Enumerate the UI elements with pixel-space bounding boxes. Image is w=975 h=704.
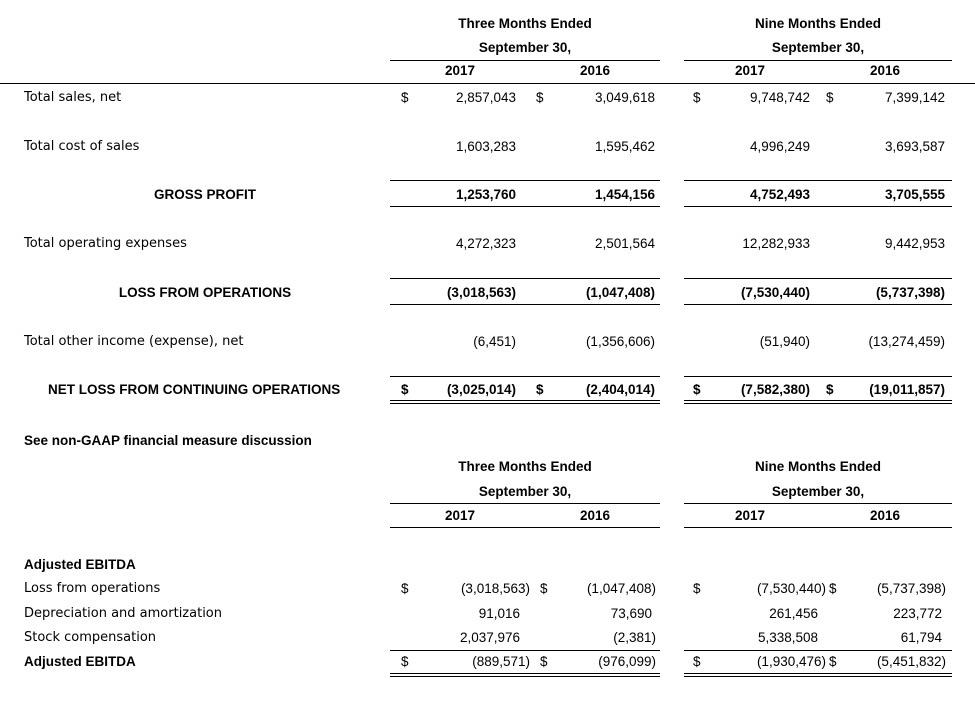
- header-underline: [684, 503, 952, 504]
- subtotal-rule: [390, 650, 660, 651]
- cell-value: 1,603,283: [455, 139, 516, 154]
- dollar-sign: $: [540, 654, 548, 669]
- year-header: 2016: [869, 63, 901, 78]
- dollar-sign: $: [693, 90, 701, 105]
- dollar-sign: $: [536, 90, 544, 105]
- dollar-sign: $: [693, 382, 701, 397]
- subtotal-rule: [390, 376, 660, 377]
- total-double-rule: [390, 673, 660, 677]
- cell-value: 2,037,976: [459, 630, 520, 645]
- cell-value: (1,930,476): [756, 654, 826, 669]
- cell-value: 1,595,462: [594, 139, 655, 154]
- subtotal-rule: [390, 278, 660, 279]
- cell-value: (3,018,563): [446, 285, 516, 300]
- cell-value: (7,530,440): [740, 285, 810, 300]
- cell-value: 12,282,933: [742, 236, 810, 251]
- cell-value: (976,099): [598, 654, 656, 669]
- cell-value: (3,025,014): [446, 382, 516, 397]
- header-nine-line2: September 30,: [771, 484, 865, 499]
- dollar-sign: $: [536, 382, 544, 397]
- cell-value: (7,582,380): [740, 382, 810, 397]
- row-label: NET LOSS FROM CONTINUING OPERATIONS: [48, 382, 341, 397]
- dollar-sign: $: [401, 581, 409, 596]
- row-label: Loss from operations: [24, 581, 161, 596]
- dollar-sign: $: [540, 581, 548, 596]
- cell-value: (889,571): [472, 654, 530, 669]
- header-nine-line1: Nine Months Ended: [755, 459, 881, 474]
- dollar-sign: $: [401, 90, 409, 105]
- dollar-sign: $: [829, 581, 837, 596]
- cell-value: 5,338,508: [757, 630, 818, 645]
- cell-value: (5,451,832): [876, 654, 946, 669]
- cell-value: 2,501,564: [594, 236, 655, 251]
- cell-value: 3,693,587: [884, 139, 945, 154]
- row-label: GROSS PROFIT: [153, 187, 256, 202]
- cell-value: 1,253,760: [455, 187, 516, 202]
- cell-value: (19,011,857): [869, 382, 945, 397]
- cell-value: 3,049,618: [594, 90, 655, 105]
- subtotal-rule: [684, 376, 952, 377]
- cell-value: 4,752,493: [749, 187, 810, 202]
- cell-value: 261,456: [769, 606, 818, 621]
- non-gaap-note: See non-GAAP financial measure discussion: [24, 433, 312, 448]
- cell-value: 7,399,142: [884, 90, 945, 105]
- header-underline: [684, 527, 952, 528]
- row-label: Adjusted EBITDA: [24, 654, 136, 669]
- row-label: Total sales, net: [24, 90, 122, 105]
- subtotal-rule: [390, 206, 660, 207]
- total-double-rule: [390, 400, 660, 404]
- cell-value: 2,857,043: [455, 90, 516, 105]
- dollar-sign: $: [826, 90, 834, 105]
- year-header: 2016: [869, 508, 901, 523]
- subtotal-rule: [684, 278, 952, 279]
- year-header: 2017: [444, 63, 476, 78]
- year-header: 2017: [734, 63, 766, 78]
- cell-value: 223,772: [893, 606, 942, 621]
- cell-value: 1,454,156: [594, 187, 655, 202]
- header-three-line1: Three Months Ended: [458, 459, 592, 474]
- dollar-sign: $: [693, 581, 701, 596]
- section-heading: Adjusted EBITDA: [24, 557, 136, 572]
- header-underline: [390, 60, 660, 61]
- subtotal-rule: [684, 650, 952, 651]
- dollar-sign: $: [826, 382, 834, 397]
- header-underline: [684, 60, 952, 61]
- dollar-sign: $: [829, 654, 837, 669]
- year-header: 2016: [579, 63, 611, 78]
- header-nine-line1: Nine Months Ended: [755, 16, 881, 31]
- dollar-sign: $: [693, 654, 701, 669]
- cell-value: (2,404,014): [585, 382, 655, 397]
- header-three-line2: September 30,: [478, 484, 572, 499]
- cell-value: (6,451): [473, 334, 516, 349]
- cell-value: 61,794: [900, 630, 942, 645]
- subtotal-rule: [684, 304, 952, 305]
- cell-value: (51,940): [759, 334, 810, 349]
- cell-value: (1,047,408): [586, 581, 656, 596]
- cell-value: (3,018,563): [460, 581, 530, 596]
- row-label: Depreciation and amortization: [24, 606, 222, 621]
- year-header: 2017: [444, 508, 476, 523]
- subtotal-rule: [684, 180, 952, 181]
- row-label: Stock compensation: [24, 630, 157, 645]
- cell-value: 9,442,953: [884, 236, 945, 251]
- dollar-sign: $: [401, 382, 409, 397]
- cell-value: (1,356,606): [585, 334, 655, 349]
- cell-value: (7,530,440): [756, 581, 826, 596]
- header-underline: [390, 527, 660, 528]
- row-label: LOSS FROM OPERATIONS: [118, 285, 292, 300]
- year-header: 2016: [579, 508, 611, 523]
- cell-value: (1,047,408): [585, 285, 655, 300]
- cell-value: 4,272,323: [455, 236, 516, 251]
- row-label: Total other income (expense), net: [24, 334, 244, 349]
- cell-value: (5,737,398): [876, 581, 946, 596]
- total-double-rule: [684, 673, 952, 677]
- cell-value: 73,690: [610, 606, 652, 621]
- header-rule: [0, 83, 975, 84]
- cell-value: 4,996,249: [749, 139, 810, 154]
- cell-value: 9,748,742: [749, 90, 810, 105]
- row-label: Total operating expenses: [24, 236, 187, 251]
- header-nine-line2: September 30,: [771, 40, 865, 55]
- subtotal-rule: [390, 180, 660, 181]
- header-three-line1: Three Months Ended: [458, 16, 592, 31]
- header-underline: [390, 503, 660, 504]
- header-three-line2: September 30,: [478, 40, 572, 55]
- total-double-rule: [684, 400, 952, 404]
- dollar-sign: $: [401, 654, 409, 669]
- cell-value: 91,016: [478, 606, 520, 621]
- year-header: 2017: [734, 508, 766, 523]
- cell-value: 3,705,555: [884, 187, 945, 202]
- cell-value: (2,381): [613, 630, 656, 645]
- cell-value: (5,737,398): [875, 285, 945, 300]
- cell-value: (13,274,459): [868, 334, 945, 349]
- row-label: Total cost of sales: [24, 139, 140, 154]
- subtotal-rule: [684, 206, 952, 207]
- subtotal-rule: [390, 304, 660, 305]
